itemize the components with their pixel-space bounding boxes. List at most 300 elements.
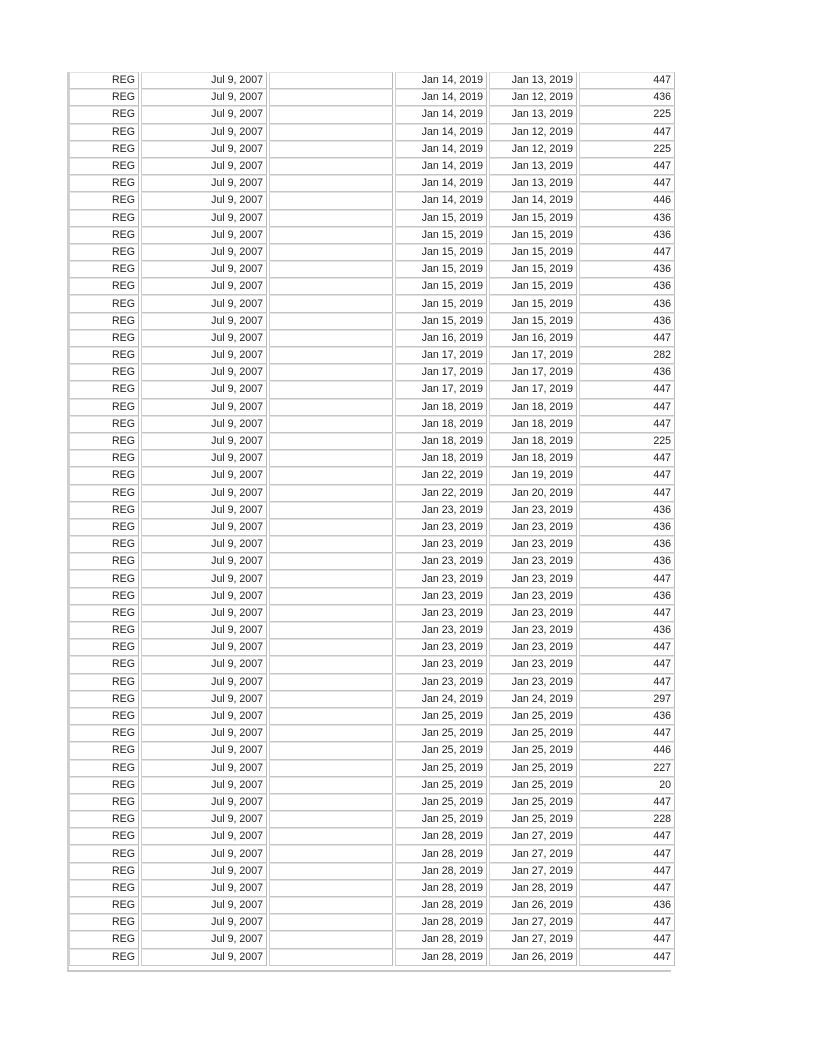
start-date-cell: Jul 9, 2007 [141, 141, 267, 158]
value-cell: 436 [579, 519, 675, 536]
table-row [69, 536, 675, 553]
end-date-cell: Jan 14, 2019 [395, 141, 487, 158]
blank-cell [269, 863, 393, 880]
blank-cell [269, 828, 393, 845]
end-date-cell: Jan 28, 2019 [395, 880, 487, 897]
value-cell: 297 [579, 691, 675, 708]
blank-cell [269, 347, 393, 364]
value-cell: 447 [579, 880, 675, 897]
type-cell: REG [69, 192, 139, 209]
blank-cell [269, 278, 393, 295]
start-date-cell: Jul 9, 2007 [141, 502, 267, 519]
table-row [69, 691, 675, 708]
value-cell: 447 [579, 674, 675, 691]
start-date-cell: Jul 9, 2007 [141, 536, 267, 553]
effective-date-cell: Jan 20, 2019 [489, 485, 577, 502]
start-date-cell: Jul 9, 2007 [141, 72, 267, 89]
effective-date-cell: Jan 26, 2019 [489, 949, 577, 966]
type-cell: REG [69, 106, 139, 123]
type-cell: REG [69, 347, 139, 364]
value-cell: 436 [579, 278, 675, 295]
type-cell: REG [69, 364, 139, 381]
end-date-cell: Jan 18, 2019 [395, 399, 487, 416]
value-cell: 447 [579, 72, 675, 89]
start-date-cell: Jul 9, 2007 [141, 691, 267, 708]
value-cell: 447 [579, 399, 675, 416]
table-row [69, 227, 675, 244]
effective-date-cell: Jan 18, 2019 [489, 399, 577, 416]
start-date-cell: Jul 9, 2007 [141, 811, 267, 828]
effective-date-cell: Jan 15, 2019 [489, 210, 577, 227]
effective-date-cell: Jan 18, 2019 [489, 416, 577, 433]
blank-cell [269, 192, 393, 209]
table-row [69, 828, 675, 845]
end-date-cell: Jan 28, 2019 [395, 845, 487, 862]
value-cell: 282 [579, 347, 675, 364]
effective-date-cell: Jan 15, 2019 [489, 227, 577, 244]
end-date-cell: Jan 28, 2019 [395, 828, 487, 845]
type-cell: REG [69, 89, 139, 106]
blank-cell [269, 433, 393, 450]
start-date-cell: Jul 9, 2007 [141, 828, 267, 845]
table-row [69, 364, 675, 381]
value-cell: 447 [579, 605, 675, 622]
start-date-cell: Jul 9, 2007 [141, 639, 267, 656]
blank-cell [269, 399, 393, 416]
end-date-cell: Jan 18, 2019 [395, 433, 487, 450]
value-cell: 447 [579, 794, 675, 811]
start-date-cell: Jul 9, 2007 [141, 760, 267, 777]
end-date-cell: Jan 15, 2019 [395, 295, 487, 312]
type-cell: REG [69, 811, 139, 828]
end-date-cell: Jan 15, 2019 [395, 210, 487, 227]
end-date-cell: Jan 25, 2019 [395, 777, 487, 794]
end-date-cell: Jan 25, 2019 [395, 725, 487, 742]
effective-date-cell: Jan 25, 2019 [489, 777, 577, 794]
table-row [69, 639, 675, 656]
end-date-cell: Jan 23, 2019 [395, 588, 487, 605]
blank-cell [269, 261, 393, 278]
value-cell: 436 [579, 708, 675, 725]
blank-cell [269, 536, 393, 553]
value-cell: 447 [579, 330, 675, 347]
effective-date-cell: Jan 23, 2019 [489, 639, 577, 656]
start-date-cell: Jul 9, 2007 [141, 674, 267, 691]
end-date-cell: Jan 25, 2019 [395, 708, 487, 725]
value-cell: 436 [579, 261, 675, 278]
blank-cell [269, 811, 393, 828]
end-date-cell: Jan 23, 2019 [395, 622, 487, 639]
start-date-cell: Jul 9, 2007 [141, 295, 267, 312]
blank-cell [269, 158, 393, 175]
value-cell: 447 [579, 467, 675, 484]
effective-date-cell: Jan 15, 2019 [489, 313, 577, 330]
type-cell: REG [69, 760, 139, 777]
table-bottom-border [67, 970, 671, 972]
end-date-cell: Jan 23, 2019 [395, 519, 487, 536]
end-date-cell: Jan 25, 2019 [395, 811, 487, 828]
type-cell: REG [69, 674, 139, 691]
type-cell: REG [69, 863, 139, 880]
end-date-cell: Jan 18, 2019 [395, 416, 487, 433]
end-date-cell: Jan 23, 2019 [395, 656, 487, 673]
start-date-cell: Jul 9, 2007 [141, 158, 267, 175]
effective-date-cell: Jan 18, 2019 [489, 450, 577, 467]
start-date-cell: Jul 9, 2007 [141, 570, 267, 587]
start-date-cell: Jul 9, 2007 [141, 845, 267, 862]
type-cell: REG [69, 880, 139, 897]
table-row [69, 760, 675, 777]
effective-date-cell: Jan 25, 2019 [489, 742, 577, 759]
table-row [69, 124, 675, 141]
effective-date-cell: Jan 23, 2019 [489, 519, 577, 536]
type-cell: REG [69, 502, 139, 519]
type-cell: REG [69, 536, 139, 553]
table-row [69, 210, 675, 227]
type-cell: REG [69, 794, 139, 811]
end-date-cell: Jan 22, 2019 [395, 485, 487, 502]
effective-date-cell: Jan 24, 2019 [489, 691, 577, 708]
type-cell: REG [69, 227, 139, 244]
value-cell: 447 [579, 725, 675, 742]
value-cell: 447 [579, 485, 675, 502]
blank-cell [269, 725, 393, 742]
effective-date-cell: Jan 23, 2019 [489, 536, 577, 553]
table-row [69, 622, 675, 639]
end-date-cell: Jan 28, 2019 [395, 863, 487, 880]
effective-date-cell: Jan 18, 2019 [489, 433, 577, 450]
effective-date-cell: Jan 12, 2019 [489, 141, 577, 158]
blank-cell [269, 570, 393, 587]
effective-date-cell: Jan 13, 2019 [489, 106, 577, 123]
blank-cell [269, 760, 393, 777]
type-cell: REG [69, 295, 139, 312]
blank-cell [269, 622, 393, 639]
type-cell: REG [69, 656, 139, 673]
start-date-cell: Jul 9, 2007 [141, 450, 267, 467]
type-cell: REG [69, 141, 139, 158]
start-date-cell: Jul 9, 2007 [141, 347, 267, 364]
blank-cell [269, 794, 393, 811]
end-date-cell: Jan 28, 2019 [395, 931, 487, 948]
table-row [69, 175, 675, 192]
start-date-cell: Jul 9, 2007 [141, 175, 267, 192]
end-date-cell: Jan 23, 2019 [395, 639, 487, 656]
effective-date-cell: Jan 23, 2019 [489, 622, 577, 639]
end-date-cell: Jan 14, 2019 [395, 175, 487, 192]
table-row [69, 295, 675, 312]
start-date-cell: Jul 9, 2007 [141, 794, 267, 811]
table-row [69, 794, 675, 811]
blank-cell [269, 141, 393, 158]
end-date-cell: Jan 16, 2019 [395, 330, 487, 347]
table-row [69, 158, 675, 175]
start-date-cell: Jul 9, 2007 [141, 742, 267, 759]
type-cell: REG [69, 261, 139, 278]
end-date-cell: Jan 23, 2019 [395, 674, 487, 691]
end-date-cell: Jan 28, 2019 [395, 914, 487, 931]
table-row [69, 725, 675, 742]
end-date-cell: Jan 23, 2019 [395, 536, 487, 553]
effective-date-cell: Jan 26, 2019 [489, 897, 577, 914]
type-cell: REG [69, 845, 139, 862]
value-cell: 436 [579, 227, 675, 244]
value-cell: 447 [579, 158, 675, 175]
blank-cell [269, 708, 393, 725]
end-date-cell: Jan 17, 2019 [395, 347, 487, 364]
type-cell: REG [69, 897, 139, 914]
type-cell: REG [69, 622, 139, 639]
value-cell: 447 [579, 914, 675, 931]
value-cell: 447 [579, 244, 675, 261]
effective-date-cell: Jan 25, 2019 [489, 708, 577, 725]
table-row [69, 811, 675, 828]
end-date-cell: Jan 25, 2019 [395, 794, 487, 811]
blank-cell [269, 674, 393, 691]
type-cell: REG [69, 450, 139, 467]
table-row [69, 141, 675, 158]
table-row [69, 897, 675, 914]
end-date-cell: Jan 25, 2019 [395, 742, 487, 759]
table-row [69, 553, 675, 570]
type-cell: REG [69, 828, 139, 845]
end-date-cell: Jan 17, 2019 [395, 364, 487, 381]
start-date-cell: Jul 9, 2007 [141, 777, 267, 794]
start-date-cell: Jul 9, 2007 [141, 106, 267, 123]
start-date-cell: Jul 9, 2007 [141, 261, 267, 278]
table-row [69, 519, 675, 536]
value-cell: 225 [579, 141, 675, 158]
blank-cell [269, 72, 393, 89]
blank-cell [269, 845, 393, 862]
end-date-cell: Jan 23, 2019 [395, 553, 487, 570]
effective-date-cell: Jan 15, 2019 [489, 278, 577, 295]
value-cell: 447 [579, 863, 675, 880]
effective-date-cell: Jan 12, 2019 [489, 89, 577, 106]
start-date-cell: Jul 9, 2007 [141, 863, 267, 880]
table-row [69, 330, 675, 347]
start-date-cell: Jul 9, 2007 [141, 622, 267, 639]
blank-cell [269, 588, 393, 605]
value-cell: 436 [579, 588, 675, 605]
blank-cell [269, 227, 393, 244]
type-cell: REG [69, 553, 139, 570]
effective-date-cell: Jan 14, 2019 [489, 192, 577, 209]
table-row [69, 399, 675, 416]
value-cell: 436 [579, 295, 675, 312]
value-cell: 436 [579, 89, 675, 106]
type-cell: REG [69, 416, 139, 433]
start-date-cell: Jul 9, 2007 [141, 433, 267, 450]
blank-cell [269, 467, 393, 484]
table-row [69, 777, 675, 794]
end-date-cell: Jan 15, 2019 [395, 244, 487, 261]
table-row [69, 450, 675, 467]
table-row [69, 880, 675, 897]
type-cell: REG [69, 278, 139, 295]
value-cell: 447 [579, 931, 675, 948]
type-cell: REG [69, 931, 139, 948]
value-cell: 447 [579, 949, 675, 966]
value-cell: 447 [579, 639, 675, 656]
type-cell: REG [69, 158, 139, 175]
blank-cell [269, 485, 393, 502]
value-cell: 228 [579, 811, 675, 828]
blank-cell [269, 364, 393, 381]
blank-cell [269, 931, 393, 948]
blank-cell [269, 897, 393, 914]
value-cell: 447 [579, 175, 675, 192]
type-cell: REG [69, 467, 139, 484]
blank-cell [269, 313, 393, 330]
type-cell: REG [69, 330, 139, 347]
value-cell: 227 [579, 760, 675, 777]
end-date-cell: Jan 15, 2019 [395, 278, 487, 295]
type-cell: REG [69, 708, 139, 725]
value-cell: 225 [579, 433, 675, 450]
value-cell: 447 [579, 381, 675, 398]
end-date-cell: Jan 14, 2019 [395, 106, 487, 123]
table-row [69, 433, 675, 450]
effective-date-cell: Jan 15, 2019 [489, 261, 577, 278]
end-date-cell: Jan 24, 2019 [395, 691, 487, 708]
effective-date-cell: Jan 13, 2019 [489, 175, 577, 192]
effective-date-cell: Jan 17, 2019 [489, 381, 577, 398]
table-row [69, 708, 675, 725]
blank-cell [269, 880, 393, 897]
start-date-cell: Jul 9, 2007 [141, 416, 267, 433]
effective-date-cell: Jan 16, 2019 [489, 330, 577, 347]
type-cell: REG [69, 433, 139, 450]
start-date-cell: Jul 9, 2007 [141, 330, 267, 347]
blank-cell [269, 295, 393, 312]
blank-cell [269, 502, 393, 519]
value-cell: 447 [579, 828, 675, 845]
type-cell: REG [69, 639, 139, 656]
value-cell: 446 [579, 192, 675, 209]
effective-date-cell: Jan 23, 2019 [489, 588, 577, 605]
type-cell: REG [69, 124, 139, 141]
effective-date-cell: Jan 28, 2019 [489, 880, 577, 897]
table-row [69, 931, 675, 948]
table-row [69, 914, 675, 931]
blank-cell [269, 124, 393, 141]
type-cell: REG [69, 570, 139, 587]
table-row [69, 570, 675, 587]
table-row [69, 244, 675, 261]
type-cell: REG [69, 210, 139, 227]
blank-cell [269, 381, 393, 398]
blank-cell [269, 210, 393, 227]
table-row [69, 89, 675, 106]
table-row [69, 674, 675, 691]
value-cell: 447 [579, 845, 675, 862]
table-row [69, 192, 675, 209]
value-cell: 447 [579, 570, 675, 587]
effective-date-cell: Jan 25, 2019 [489, 725, 577, 742]
start-date-cell: Jul 9, 2007 [141, 89, 267, 106]
end-date-cell: Jan 15, 2019 [395, 227, 487, 244]
value-cell: 436 [579, 210, 675, 227]
end-date-cell: Jan 25, 2019 [395, 760, 487, 777]
blank-cell [269, 605, 393, 622]
table-row [69, 261, 675, 278]
start-date-cell: Jul 9, 2007 [141, 381, 267, 398]
effective-date-cell: Jan 23, 2019 [489, 605, 577, 622]
end-date-cell: Jan 14, 2019 [395, 192, 487, 209]
data-table [67, 72, 671, 966]
table-row [69, 605, 675, 622]
start-date-cell: Jul 9, 2007 [141, 192, 267, 209]
type-cell: REG [69, 742, 139, 759]
value-cell: 436 [579, 536, 675, 553]
type-cell: REG [69, 605, 139, 622]
effective-date-cell: Jan 25, 2019 [489, 811, 577, 828]
table-row [69, 485, 675, 502]
value-cell: 447 [579, 450, 675, 467]
type-cell: REG [69, 381, 139, 398]
start-date-cell: Jul 9, 2007 [141, 725, 267, 742]
value-cell: 436 [579, 364, 675, 381]
table-row [69, 863, 675, 880]
table-row [69, 656, 675, 673]
type-cell: REG [69, 519, 139, 536]
effective-date-cell: Jan 23, 2019 [489, 674, 577, 691]
table-row [69, 949, 675, 966]
value-cell: 446 [579, 742, 675, 759]
end-date-cell: Jan 14, 2019 [395, 72, 487, 89]
start-date-cell: Jul 9, 2007 [141, 244, 267, 261]
table-row [69, 416, 675, 433]
type-cell: REG [69, 72, 139, 89]
blank-cell [269, 914, 393, 931]
blank-cell [269, 416, 393, 433]
table-row [69, 72, 675, 89]
blank-cell [269, 656, 393, 673]
end-date-cell: Jan 22, 2019 [395, 467, 487, 484]
type-cell: REG [69, 485, 139, 502]
end-date-cell: Jan 14, 2019 [395, 89, 487, 106]
type-cell: REG [69, 949, 139, 966]
blank-cell [269, 777, 393, 794]
value-cell: 447 [579, 416, 675, 433]
effective-date-cell: Jan 23, 2019 [489, 553, 577, 570]
value-cell: 20 [579, 777, 675, 794]
start-date-cell: Jul 9, 2007 [141, 124, 267, 141]
end-date-cell: Jan 28, 2019 [395, 897, 487, 914]
type-cell: REG [69, 777, 139, 794]
type-cell: REG [69, 399, 139, 416]
blank-cell [269, 244, 393, 261]
end-date-cell: Jan 23, 2019 [395, 605, 487, 622]
blank-cell [269, 553, 393, 570]
blank-cell [269, 742, 393, 759]
start-date-cell: Jul 9, 2007 [141, 708, 267, 725]
type-cell: REG [69, 725, 139, 742]
start-date-cell: Jul 9, 2007 [141, 897, 267, 914]
end-date-cell: Jan 23, 2019 [395, 502, 487, 519]
effective-date-cell: Jan 13, 2019 [489, 158, 577, 175]
type-cell: REG [69, 588, 139, 605]
start-date-cell: Jul 9, 2007 [141, 553, 267, 570]
start-date-cell: Jul 9, 2007 [141, 914, 267, 931]
table-row [69, 467, 675, 484]
table-row [69, 381, 675, 398]
start-date-cell: Jul 9, 2007 [141, 931, 267, 948]
type-cell: REG [69, 691, 139, 708]
end-date-cell: Jan 17, 2019 [395, 381, 487, 398]
table-row [69, 278, 675, 295]
